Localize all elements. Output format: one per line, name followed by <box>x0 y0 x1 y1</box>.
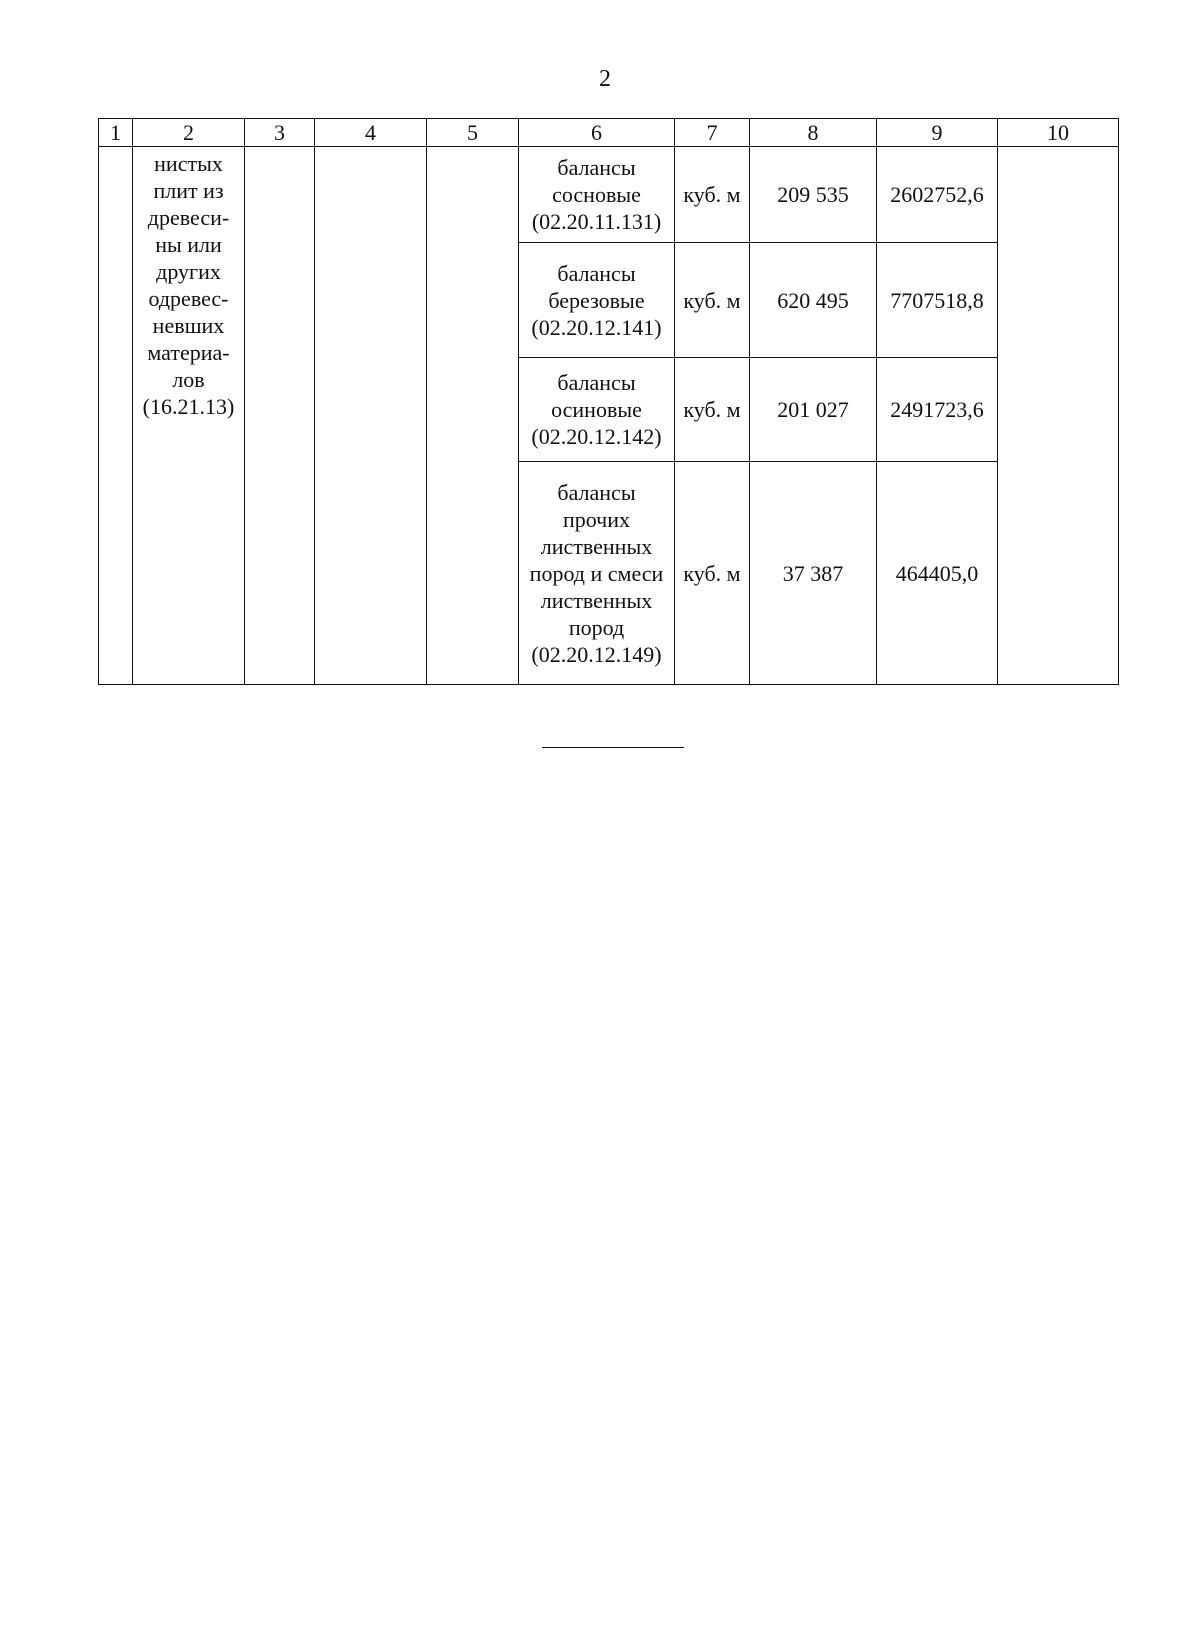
col-5-cell <box>427 147 519 685</box>
product-line: материа- <box>147 340 230 365</box>
header-col-6: 6 <box>519 119 675 147</box>
header-col-3: 3 <box>245 119 315 147</box>
material-line: (02.20.12.142) <box>531 424 662 449</box>
unit-cell: куб. м <box>675 243 750 358</box>
header-col-2: 2 <box>133 119 245 147</box>
material-line: (02.20.12.141) <box>531 314 662 340</box>
material-line: балансы <box>557 155 636 180</box>
page-number: 2 <box>599 66 611 92</box>
col-4-cell <box>315 147 427 685</box>
unit-cell: куб. м <box>675 358 750 462</box>
material-line: пород <box>568 614 625 640</box>
header-col-4: 4 <box>315 119 427 147</box>
material-line: пород и смеси <box>529 560 664 586</box>
product-description-cell <box>133 147 245 685</box>
quantity-cell: 37 387 <box>750 462 877 685</box>
col-3-cell <box>245 147 315 685</box>
value-cell: 2602752,6 <box>877 147 998 243</box>
product-line: невших <box>152 313 225 338</box>
quantity-cell: 209 535 <box>750 147 877 243</box>
material-cell <box>519 462 675 685</box>
material-line: (02.20.12.149) <box>531 641 662 667</box>
table-row <box>99 147 1119 243</box>
header-col-8: 8 <box>750 119 877 147</box>
material-cell <box>519 147 675 243</box>
product-line: плит из <box>153 178 224 203</box>
product-line: одревес- <box>148 286 229 311</box>
col-10-cell <box>998 147 1119 685</box>
col-1-cell <box>99 147 133 685</box>
product-line: нистых <box>154 151 223 176</box>
product-line: (16.21.13) <box>142 394 235 419</box>
header-col-5: 5 <box>427 119 519 147</box>
unit-cell: куб. м <box>675 462 750 685</box>
quantity-cell: 201 027 <box>750 358 877 462</box>
header-col-10: 10 <box>998 119 1119 147</box>
material-line: (02.20.11.131) <box>531 209 662 234</box>
header-col-9: 9 <box>877 119 998 147</box>
material-cell <box>519 358 675 462</box>
material-line: лиственных <box>540 587 653 613</box>
product-line: лов <box>172 367 205 392</box>
unit-cell: куб. м <box>675 147 750 243</box>
material-line: балансы <box>557 479 636 505</box>
quantity-cell: 620 495 <box>750 243 877 358</box>
header-col-1: 1 <box>99 119 133 147</box>
product-line: древеси- <box>147 205 230 230</box>
product-line: ны или <box>155 232 222 257</box>
header-col-7: 7 <box>675 119 750 147</box>
value-cell: 2491723,6 <box>877 358 998 462</box>
material-line: балансы <box>557 370 636 395</box>
header-row <box>99 119 1119 147</box>
data-table <box>98 118 1119 685</box>
value-cell: 464405,0 <box>877 462 998 685</box>
product-line: других <box>156 259 221 284</box>
material-line: балансы <box>557 260 636 286</box>
material-line: сосновые <box>552 182 641 207</box>
end-of-document-divider <box>542 747 684 748</box>
material-line: прочих <box>562 506 631 532</box>
material-cell <box>519 243 675 358</box>
material-line: березовые <box>548 287 645 313</box>
value-cell: 7707518,8 <box>877 243 998 358</box>
material-line: осиновые <box>551 397 642 422</box>
material-line: лиственных <box>540 533 653 559</box>
